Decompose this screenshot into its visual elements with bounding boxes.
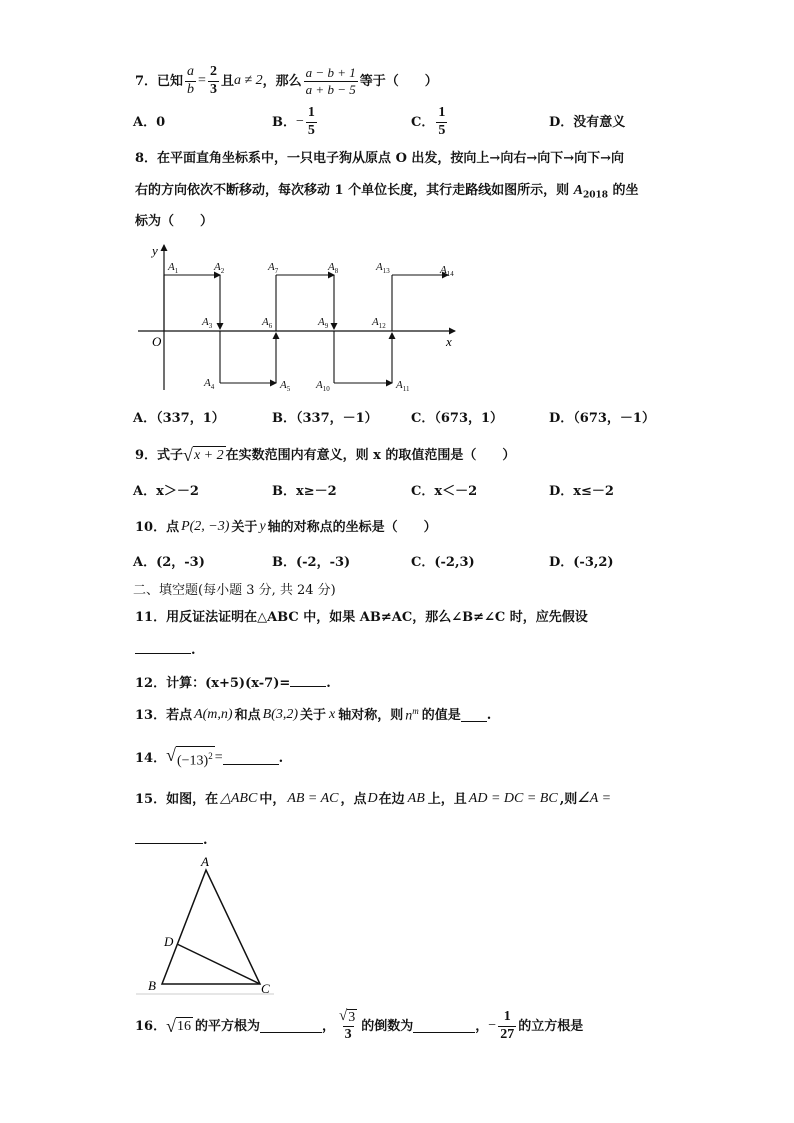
q15-triangle-figure [130,852,280,998]
q9-option-b[interactable]: B．x≥－2 [272,484,337,499]
q7-fraction-expression: $\frac{a - b + 1}{a + b - 5}$ [305,64,356,97]
q8-option-d[interactable]: D．（673，－1） [549,411,655,426]
label-C: C [261,981,270,996]
q13-answer-blank[interactable] [461,709,487,722]
q7-fraction-2-over-3: $\frac{2}{3}$ [209,63,217,97]
q7-condition: a ≠ 2 [233,73,263,88]
question-12: 12．计算：(x+5)(x-7)= . [135,676,331,691]
label-A5: $A_5$ [280,379,291,393]
label-A3: $A_3$ [202,316,213,330]
label-D: D [164,934,174,949]
label-A7: $A_7$ [268,261,279,275]
q8-line-3: 标为（ ） [135,214,214,229]
q8-coordinate-figure [130,240,470,395]
q16-sqrt-16: √ 16 [166,1016,191,1036]
label-A10: $A_{10}$ [316,379,330,393]
q8-option-a[interactable]: A．（337，1） [133,411,225,426]
q15-answer-line[interactable]: . [135,831,208,847]
q16-answer-blank-1[interactable] [260,1020,322,1033]
axis-y-label: y [152,243,158,258]
segment-dc [177,944,260,984]
question-11: 11．用反证法证明在△ABC 中，如果 AB≠AC，那么∠B≠∠C 时，应先假设 [135,610,588,625]
q8-line-2: 右的方向依次不断移动，每次移动 1 个单位长度，其行走路线如图所示，则 $A_{2018}$ 的坐 [135,183,639,201]
label-A6: $A_6$ [262,316,273,330]
q7-option-d[interactable]: D．没有意义 [549,115,626,130]
q9-square-root: √ x + 2 [183,445,224,465]
label-B: B [148,978,156,993]
label-A8: $A_8$ [328,261,339,275]
question-10: 10．点 P(2, −3) 关于 y 轴的对称点的坐标是（ ） [135,519,437,535]
label-A13: $A_{13}$ [376,261,390,275]
q10-option-b[interactable]: B．(-2，-3) [272,555,351,570]
question-14: 14． √ $(-13)^2$ = . [135,745,284,769]
q10-option-a[interactable]: A．(2，-3) [133,555,205,570]
q16-fraction-sqrt3-over-3: √ 3 3 [339,1008,356,1043]
q16-answer-blank-2[interactable] [413,1020,475,1033]
question-15: 15．如图，在 △ABC 中， AB = AC ，点 D 在边 AB 上，且 AD = DC = BC ,则 ∠A = [135,791,612,807]
q14-square-root: √ $(-13)^2$ [166,745,213,769]
q7-fraction-a-over-b: $\frac{a}{b}$ [187,63,195,97]
label-A4: $A_4$ [204,377,215,391]
q8-option-b[interactable]: B．（337，－1） [272,411,378,426]
label-A12: $A_{12}$ [372,316,386,330]
label-A14: $A_{14}$ [440,264,454,278]
q10-option-c[interactable]: C．(-2,3) [411,555,475,570]
label-A11: $A_{11}$ [396,379,410,393]
question-13: 13．若点 A(m,n) 和点 B(3,2) 关于 x 轴对称，则 $n^m$ 的值是 . [135,705,492,724]
question-9: 9．式子 √ x + 2 在实数范围内有意义，则 x 的取值范围是（ ） [135,445,516,465]
q12-answer-blank[interactable] [290,674,326,687]
label-A2: $A_2$ [214,261,225,275]
q8-line-1: 8．在平面直角坐标系中，一只电子狗从原点 O 出发，按向上→向右→向下→向下→向 [135,151,624,166]
question-16: 16． √ 16 的平方根为 ， √ 3 3 的倒数为 ， − $\frac{1}{27}$ 的立方根是 [135,1008,584,1043]
axis-x-label: x [446,334,452,349]
q16-fraction-1-over-27: $\frac{1}{27}$ [500,1008,515,1042]
label-A: A [201,854,209,869]
q14-answer-blank[interactable] [223,752,279,765]
q7-option-b[interactable]: B． − $\frac{1}{5}$ [272,104,315,138]
section-2-title: 二、填空题(每小题 3 分, 共 24 分) [133,583,336,598]
question-7: 7．已知 $\frac{a}{b}$ = $\frac{2}{3}$ 且 a ≠ 2 ，那么 $\frac{a - b + 1}{a + b - 5}$ 等于（ ） [135,63,438,97]
triangle-abc [162,870,260,984]
q7-option-a[interactable]: A．0 [133,115,166,130]
q8-option-c[interactable]: C．（673，1） [411,411,504,426]
q7-number: 7．已知 [135,73,184,89]
label-A1: $A_1$ [168,261,179,275]
q9-option-a[interactable]: A．x＞－2 [133,484,199,499]
q9-option-d[interactable]: D．x≤－2 [549,484,614,499]
q11-answer-line[interactable]: . [135,641,196,657]
q9-option-c[interactable]: C．x＜－2 [411,484,478,499]
q10-option-d[interactable]: D．(-3,2) [549,555,614,570]
q7-option-c[interactable]: C． $\frac{1}{5}$ [411,104,446,138]
label-A9: $A_9$ [318,316,329,330]
origin-label: O [152,334,162,349]
